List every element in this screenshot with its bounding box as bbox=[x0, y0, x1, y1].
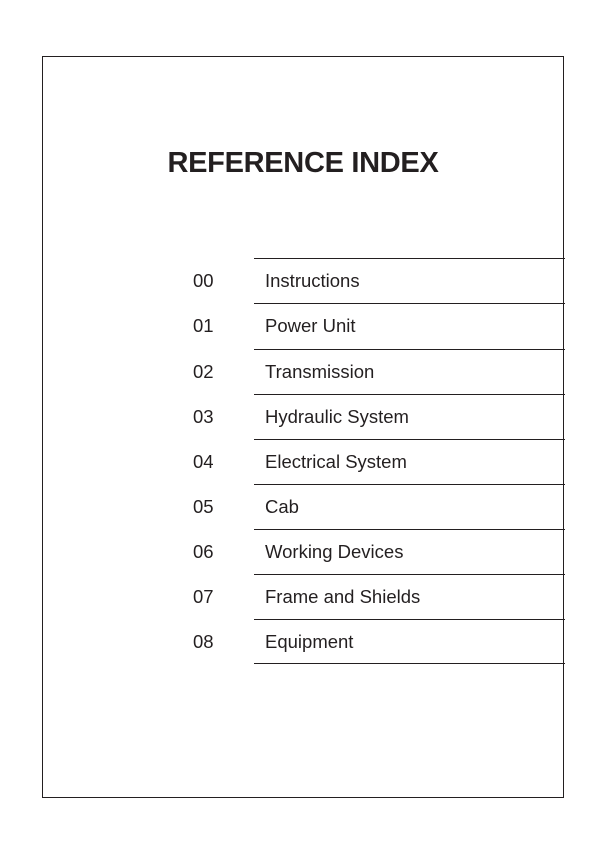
index-entry-label: Equipment bbox=[265, 631, 354, 652]
index-entry-05[interactable] bbox=[0, 484, 595, 529]
index-entry-number: 00 bbox=[193, 270, 214, 291]
index-entry-label: Instructions bbox=[265, 270, 360, 291]
page-title: REFERENCE INDEX bbox=[167, 147, 439, 179]
index-entry-number: 01 bbox=[193, 315, 214, 336]
index-entry-label: Transmission bbox=[265, 361, 375, 382]
index-entry-number: 07 bbox=[193, 586, 214, 607]
index-entry-number: 02 bbox=[193, 361, 214, 382]
index-entry-00[interactable] bbox=[0, 258, 595, 303]
index-entry-label: Frame and Shields bbox=[265, 586, 421, 607]
index-divider bbox=[254, 663, 565, 664]
index-entry-08[interactable] bbox=[0, 619, 595, 664]
index-entry-02[interactable] bbox=[0, 349, 595, 394]
index-entry-03[interactable] bbox=[0, 394, 595, 439]
index-entry-label: Electrical System bbox=[265, 451, 407, 472]
index-entry-label: Cab bbox=[265, 496, 299, 517]
index-entry-number: 03 bbox=[193, 406, 214, 427]
index-entry-01[interactable] bbox=[0, 303, 595, 348]
index-entry-06[interactable] bbox=[0, 529, 595, 574]
index-entry-04[interactable] bbox=[0, 439, 595, 484]
index-entry-label: Working Devices bbox=[265, 541, 404, 562]
index-entry-number: 08 bbox=[193, 631, 214, 652]
index-entry-label: Hydraulic System bbox=[265, 406, 409, 427]
index-entry-number: 05 bbox=[193, 496, 214, 517]
index-entry-label: Power Unit bbox=[265, 315, 356, 336]
index-entry-number: 04 bbox=[193, 451, 214, 472]
index-entry-07[interactable] bbox=[0, 574, 595, 619]
index-entry-number: 06 bbox=[193, 541, 214, 562]
